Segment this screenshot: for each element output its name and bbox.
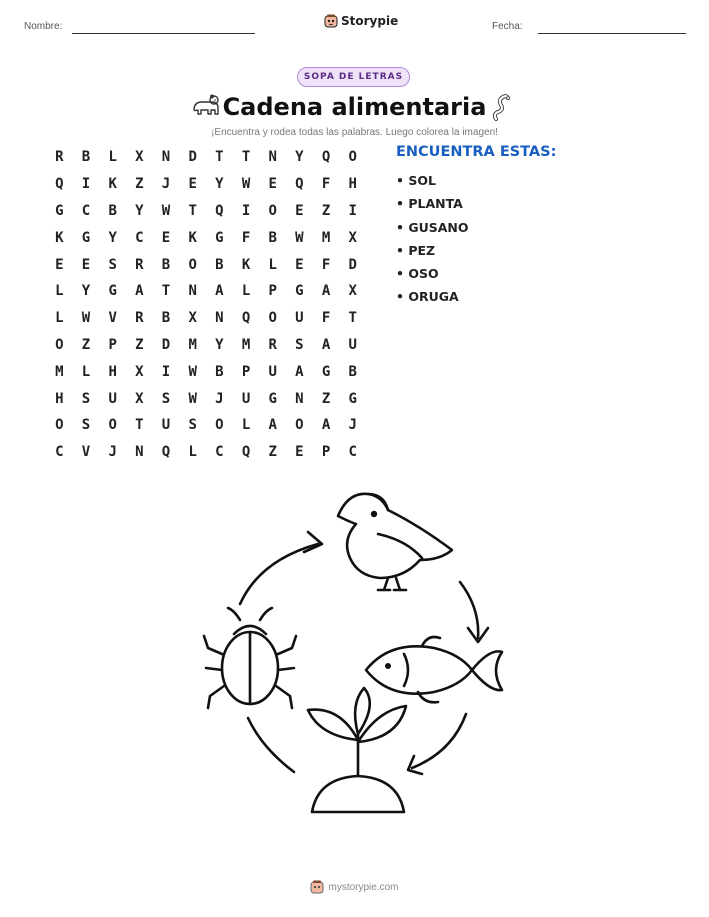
- grid-letter[interactable]: A: [321, 336, 331, 353]
- page-title: Cadena alimentaria: [222, 93, 487, 121]
- grid-row: [46, 144, 366, 171]
- grid-letter[interactable]: E: [295, 444, 304, 461]
- storypie-logo-icon: [324, 14, 338, 28]
- word-item-planta: • PLANTA: [396, 196, 463, 212]
- grid-letter[interactable]: L: [81, 363, 91, 380]
- grid-letter[interactable]: V: [108, 310, 117, 327]
- grid-letter[interactable]: Q: [215, 202, 224, 219]
- grid-letter[interactable]: W: [295, 229, 304, 246]
- grid-letter[interactable]: S: [161, 390, 171, 407]
- grid-letter[interactable]: O: [188, 256, 197, 273]
- page-footer: [0, 880, 709, 894]
- grid-letter[interactable]: T: [241, 149, 251, 166]
- grid-row: [46, 278, 366, 305]
- grid-letter[interactable]: U: [348, 336, 357, 353]
- grid-letter[interactable]: U: [268, 363, 277, 380]
- grid-letter[interactable]: A: [321, 283, 331, 300]
- grid-letter[interactable]: P: [268, 283, 277, 300]
- grid-letter[interactable]: J: [215, 390, 224, 407]
- footer-website: mystorypie.com: [328, 881, 399, 893]
- grid-letter[interactable]: T: [188, 202, 197, 219]
- grid-letter[interactable]: P: [108, 336, 117, 353]
- grid-letter[interactable]: N: [135, 444, 144, 461]
- grid-letter[interactable]: O: [108, 417, 117, 434]
- grid-letter[interactable]: T: [161, 283, 171, 300]
- grid-letter[interactable]: Y: [108, 229, 117, 246]
- grid-row: [46, 358, 366, 385]
- grid-letter[interactable]: Y: [135, 202, 144, 219]
- title-row: [0, 90, 709, 124]
- word-item-sol: • SOL: [396, 173, 436, 188]
- word-item-oso: • OSO: [396, 266, 439, 282]
- grid-letter[interactable]: Q: [321, 149, 331, 166]
- grid-letter[interactable]: W: [161, 202, 171, 219]
- grid-letter[interactable]: S: [81, 417, 91, 434]
- grid-letter[interactable]: K: [241, 256, 251, 273]
- grid-letter[interactable]: I: [81, 176, 91, 193]
- grid-letter[interactable]: N: [268, 149, 277, 166]
- grid-letter[interactable]: G: [295, 283, 304, 300]
- word-item-gusano: • GUSANO: [396, 219, 469, 235]
- grid-letter[interactable]: C: [81, 202, 91, 219]
- grid-letter[interactable]: Z: [268, 444, 277, 461]
- grid-letter[interactable]: I: [348, 202, 357, 219]
- grid-letter[interactable]: X: [135, 363, 144, 380]
- grid-letter[interactable]: C: [348, 444, 357, 461]
- grid-letter[interactable]: A: [215, 283, 224, 300]
- grid-letter[interactable]: Q: [241, 310, 251, 327]
- grid-letter[interactable]: H: [348, 176, 357, 193]
- grid-letter[interactable]: L: [188, 444, 197, 461]
- grid-letter[interactable]: Z: [81, 336, 91, 353]
- grid-letter[interactable]: C: [55, 444, 64, 461]
- word-search-badge: SOPA DE LETRAS: [297, 67, 410, 87]
- date-label: Fecha:: [492, 21, 523, 32]
- grid-letter[interactable]: Q: [161, 444, 171, 461]
- grid-letter[interactable]: U: [108, 390, 117, 407]
- grid-letter[interactable]: E: [295, 202, 304, 219]
- grid-letter[interactable]: B: [348, 363, 357, 380]
- grid-letter[interactable]: E: [161, 229, 171, 246]
- beetle-icon: [204, 608, 296, 708]
- grid-letter[interactable]: L: [241, 417, 251, 434]
- grid-letter[interactable]: T: [135, 417, 144, 434]
- grid-letter[interactable]: R: [55, 149, 64, 166]
- grid-letter[interactable]: X: [188, 310, 197, 327]
- grid-letter[interactable]: O: [348, 149, 357, 166]
- food-chain-illustration: [190, 478, 520, 823]
- grid-letter[interactable]: X: [348, 283, 357, 300]
- grid-letter[interactable]: D: [188, 149, 197, 166]
- grid-letter[interactable]: B: [215, 256, 224, 273]
- grid-letter[interactable]: L: [55, 310, 64, 327]
- grid-letter[interactable]: N: [215, 310, 224, 327]
- grid-letter[interactable]: S: [295, 336, 304, 353]
- grid-letter[interactable]: L: [108, 149, 117, 166]
- word-item-oruga: • ORUGA: [396, 289, 459, 305]
- grid-letter[interactable]: F: [241, 229, 251, 246]
- grid-letter[interactable]: V: [81, 444, 91, 461]
- grid-letter[interactable]: G: [81, 229, 91, 246]
- grid-letter[interactable]: R: [135, 256, 144, 273]
- grid-letter[interactable]: O: [215, 417, 224, 434]
- grid-letter[interactable]: A: [135, 283, 144, 300]
- grid-letter[interactable]: J: [161, 176, 171, 193]
- grid-letter[interactable]: Q: [55, 176, 64, 193]
- word-list-heading: ENCUENTRA ESTAS:: [396, 144, 557, 160]
- name-label: Nombre:: [24, 21, 63, 32]
- grid-letter[interactable]: N: [295, 390, 304, 407]
- grid-letter[interactable]: O: [268, 202, 277, 219]
- instructions: ¡Encuentra y rodea todas las palabras. Luego colorea la imagen!: [211, 127, 498, 138]
- grid-letter[interactable]: T: [348, 310, 357, 327]
- grid-letter[interactable]: S: [108, 256, 117, 273]
- grid-letter[interactable]: P: [241, 363, 251, 380]
- grid-letter[interactable]: D: [348, 256, 357, 273]
- grid-letter[interactable]: G: [108, 283, 117, 300]
- grid-letter[interactable]: K: [55, 229, 64, 246]
- grid-letter[interactable]: I: [161, 363, 171, 380]
- grid-letter[interactable]: O: [55, 336, 64, 353]
- bird-icon: [338, 494, 452, 590]
- grid-letter[interactable]: K: [108, 176, 117, 193]
- grid-letter[interactable]: F: [321, 310, 331, 327]
- name-line: [72, 33, 255, 34]
- fish-icon: [366, 637, 502, 702]
- grid-letter[interactable]: E: [295, 256, 304, 273]
- grid-letter[interactable]: B: [81, 149, 91, 166]
- grid-letter[interactable]: B: [215, 363, 224, 380]
- logo-text: Storypie: [341, 14, 399, 28]
- grid-letter[interactable]: G: [55, 202, 64, 219]
- grid-letter[interactable]: R: [135, 310, 144, 327]
- grid-letter[interactable]: M: [55, 363, 64, 380]
- word-item-pez: • PEZ: [396, 242, 436, 258]
- grid-letter[interactable]: M: [321, 229, 331, 246]
- grid-letter[interactable]: M: [188, 336, 197, 353]
- grid-letter[interactable]: E: [55, 256, 64, 273]
- grid-letter[interactable]: L: [241, 283, 251, 300]
- storypie-logo: [324, 14, 398, 28]
- letter-grid: [46, 144, 366, 466]
- grid-letter[interactable]: H: [108, 363, 117, 380]
- grid-letter[interactable]: W: [241, 176, 251, 193]
- grid-letter[interactable]: G: [215, 229, 224, 246]
- grid-letter[interactable]: F: [321, 256, 331, 273]
- grid-letter[interactable]: W: [81, 310, 91, 327]
- grid-letter[interactable]: M: [241, 336, 251, 353]
- grid-row: [46, 251, 366, 278]
- grid-letter[interactable]: J: [108, 444, 117, 461]
- grid-row: [46, 385, 366, 412]
- grid-letter[interactable]: F: [321, 176, 331, 193]
- grid-letter[interactable]: Q: [295, 176, 304, 193]
- grid-letter[interactable]: E: [268, 176, 277, 193]
- grid-letter[interactable]: Z: [321, 390, 331, 407]
- grid-letter[interactable]: E: [81, 256, 91, 273]
- grid-letter[interactable]: Q: [241, 444, 251, 461]
- page-header: [0, 0, 709, 50]
- grid-row: [46, 439, 366, 466]
- grid-letter[interactable]: S: [188, 417, 197, 434]
- grid-row: [46, 224, 366, 251]
- grid-letter[interactable]: U: [241, 390, 251, 407]
- grid-letter[interactable]: N: [161, 149, 171, 166]
- grid-letter[interactable]: G: [268, 390, 277, 407]
- grid-letter[interactable]: W: [188, 390, 197, 407]
- grid-letter[interactable]: S: [81, 390, 91, 407]
- storypie-footer-icon: [310, 880, 324, 894]
- grid-letter[interactable]: Y: [81, 283, 91, 300]
- grid-letter[interactable]: G: [321, 363, 331, 380]
- grid-letter[interactable]: J: [348, 417, 357, 434]
- word-list-panel: [396, 144, 686, 309]
- grid-letter[interactable]: K: [188, 229, 197, 246]
- grid-letter[interactable]: B: [268, 229, 277, 246]
- worm-icon: [488, 92, 520, 122]
- grid-letter[interactable]: P: [321, 444, 331, 461]
- grid-letter[interactable]: O: [268, 310, 277, 327]
- grid-letter[interactable]: B: [108, 202, 117, 219]
- grid-letter[interactable]: O: [295, 417, 304, 434]
- grid-letter[interactable]: A: [295, 363, 304, 380]
- grid-letter[interactable]: C: [215, 444, 224, 461]
- grid-letter[interactable]: R: [268, 336, 277, 353]
- grid-letter[interactable]: Z: [135, 176, 144, 193]
- grid-letter[interactable]: C: [135, 229, 144, 246]
- grid-letter[interactable]: X: [135, 390, 144, 407]
- grid-letter[interactable]: U: [161, 417, 171, 434]
- grid-letter[interactable]: Z: [321, 202, 331, 219]
- grid-letter[interactable]: N: [188, 283, 197, 300]
- grid-letter[interactable]: Y: [215, 336, 224, 353]
- grid-letter[interactable]: A: [321, 417, 331, 434]
- grid-letter[interactable]: Y: [295, 149, 304, 166]
- grid-letter[interactable]: I: [241, 202, 251, 219]
- grid-letter[interactable]: L: [55, 283, 64, 300]
- grid-letter[interactable]: X: [135, 149, 144, 166]
- grid-letter[interactable]: Z: [135, 336, 144, 353]
- grid-letter[interactable]: G: [348, 390, 357, 407]
- grid-letter[interactable]: X: [348, 229, 357, 246]
- grid-row: [46, 198, 366, 225]
- date-line: [538, 33, 686, 34]
- grid-row: [46, 171, 366, 198]
- grid-letter[interactable]: O: [55, 417, 64, 434]
- plant-icon: [308, 688, 406, 812]
- grid-letter[interactable]: B: [161, 256, 171, 273]
- grid-letter[interactable]: E: [188, 176, 197, 193]
- grid-letter[interactable]: A: [268, 417, 277, 434]
- grid-letter[interactable]: T: [215, 149, 224, 166]
- grid-letter[interactable]: W: [188, 363, 197, 380]
- grid-letter[interactable]: U: [295, 310, 304, 327]
- grid-letter[interactable]: L: [268, 256, 277, 273]
- grid-row: [46, 305, 366, 332]
- grid-letter[interactable]: D: [161, 336, 171, 353]
- grid-letter[interactable]: Y: [215, 176, 224, 193]
- grid-row: [46, 332, 366, 359]
- grid-letter[interactable]: B: [161, 310, 171, 327]
- grid-letter[interactable]: H: [55, 390, 64, 407]
- grid-row: [46, 412, 366, 439]
